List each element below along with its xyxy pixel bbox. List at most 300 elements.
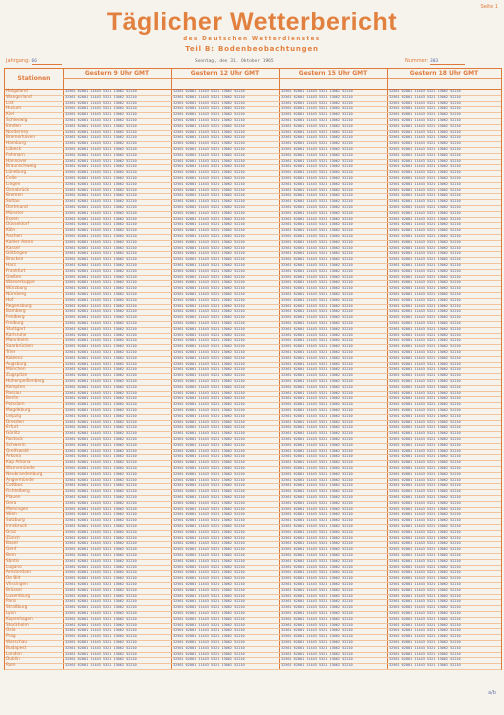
observation-code: 32561 62801 11443 5321 13062 52210 [65,326,137,331]
observation-code: 32561 62801 11443 5321 13062 52210 [281,303,353,308]
observation-code: 32561 62801 11443 5321 13062 52210 [173,570,245,575]
observation-code: 32561 62801 11443 5321 13062 52210 [65,251,137,256]
observation-code: 32561 62801 11443 5321 13062 52210 [389,332,461,337]
observation-code: 32561 62801 11443 5321 13062 52210 [389,640,461,644]
observation-code: 32561 62801 11443 5321 13062 52210 [281,280,353,285]
observation-code: 32561 62801 11443 5321 13062 52210 [389,628,461,633]
observation-code: 32561 62801 11443 5321 13062 52210 [65,634,137,639]
observation-code: 32561 62801 11443 5321 13062 52210 [65,448,137,453]
station-name: Vlissingen [6,582,28,587]
station-name: Innsbruck [6,524,28,529]
station-name: Koblenz [6,355,23,361]
observation-code: 32561 62801 11443 5321 13062 52210 [173,158,245,163]
observation-code: 32561 62801 11443 5321 13062 52210 [65,437,137,441]
station-name: Regensburg [6,303,32,309]
station-name: Essen [6,216,19,222]
observation-code: 32561 62801 11443 5321 13062 52210 [65,564,137,569]
observation-code: 32561 62801 11443 5321 13062 52210 [173,425,245,430]
observation-code: 32561 62801 11443 5321 13062 52210 [65,268,137,273]
observation-code: 32561 62801 11443 5321 13062 52210 [389,390,461,395]
observation-code: 32561 62801 11443 5321 13062 52210 [173,135,245,140]
observation-code: 32561 62801 11443 5321 13062 52210 [65,315,137,320]
observation-code: 32561 62801 11443 5321 13062 52210 [173,524,245,528]
observation-code: 32561 62801 11443 5321 13062 52210 [173,263,245,267]
observation-code: 32561 62801 11443 5321 13062 52210 [281,512,353,517]
observation-code: 32561 62801 11443 5321 13062 52210 [389,535,461,540]
observation-code: 32561 62801 11443 5321 13062 52210 [65,106,137,111]
observation-code: 32561 62801 11443 5321 13062 52210 [65,181,137,186]
observation-code: 32561 62801 11443 5321 13062 52210 [389,263,461,267]
observation-code: 32561 62801 11443 5321 13062 52210 [65,199,137,204]
station-name: London [6,651,22,657]
observation-code: 32561 62801 11443 5321 13062 52210 [281,558,353,563]
observation-code: 32561 62801 11443 5321 13062 52210 [389,187,461,192]
observation-code: 32561 62801 11443 5321 13062 52210 [65,112,137,117]
observation-code: 32561 62801 11443 5321 13062 52210 [173,280,245,285]
observation-code: 32561 62801 11443 5321 13062 52210 [173,123,245,128]
observation-code: 32561 62801 11443 5321 13062 52210 [173,332,245,337]
observation-code: 32561 62801 11443 5321 13062 52210 [281,350,353,354]
observation-code: 32561 62801 11443 5321 13062 52210 [65,193,137,198]
observation-code: 32561 62801 11443 5321 13062 52210 [65,396,137,401]
observation-code: 32561 62801 11443 5321 13062 52210 [65,216,137,221]
station-name: Zürich [6,535,20,541]
observation-code: 32561 62801 11443 5321 13062 52210 [173,506,245,511]
station-name: Greifswald [6,448,29,454]
observation-code: 32561 62801 11443 5321 13062 52210 [389,553,461,557]
observation-code: 32561 62801 11443 5321 13062 52210 [281,413,353,418]
observation-code: 32561 62801 11443 5321 13062 52210 [173,390,245,395]
observation-code: 32561 62801 11443 5321 13062 52210 [389,582,461,586]
observation-code: 32561 62801 11443 5321 13062 52210 [281,228,353,233]
observation-code: 32561 62801 11443 5321 13062 52210 [389,402,461,407]
station-name: Meiningen [6,506,29,512]
observation-code: 32561 62801 11443 5321 13062 52210 [281,118,353,122]
station-name: Gießen [6,274,22,280]
observation-code: 32561 62801 11443 5321 13062 52210 [281,628,353,633]
observation-code: 32561 62801 11443 5321 13062 52210 [65,129,137,134]
observation-code: 32561 62801 11443 5321 13062 52210 [65,529,137,534]
observation-code: 32561 62801 11443 5321 13062 52210 [65,593,137,598]
observation-code: 32561 62801 11443 5321 13062 52210 [281,315,353,320]
observation-code: 32561 62801 11443 5321 13062 52210 [173,437,245,441]
observation-code: 32561 62801 11443 5321 13062 52210 [173,616,245,621]
observation-code: 32561 62801 11443 5321 13062 52210 [173,651,245,656]
observation-code: 32561 62801 11443 5321 13062 52210 [173,547,245,552]
observation-code: 32561 62801 11443 5321 13062 52210 [281,489,353,494]
observation-code: 32561 62801 11443 5321 13062 52210 [65,657,137,662]
observation-code: 32561 62801 11443 5321 13062 52210 [65,483,137,488]
observation-code: 32561 62801 11443 5321 13062 52210 [65,524,137,528]
station-name: Genf [6,547,17,553]
observation-code: 32561 62801 11443 5321 13062 52210 [389,599,461,604]
observation-code: 32561 62801 11443 5321 13062 52210 [281,582,353,586]
observation-code: 32561 62801 11443 5321 13062 52210 [389,193,461,198]
observation-code: 32561 62801 11443 5321 13062 52210 [173,576,245,581]
observation-code: 32561 62801 11443 5321 13062 52210 [173,611,245,615]
observation-code: 32561 62801 11443 5321 13062 52210 [173,170,245,175]
observation-code: 32561 62801 11443 5321 13062 52210 [173,657,245,662]
observation-code: 32561 62801 11443 5321 13062 52210 [173,338,245,343]
observation-code: 32561 62801 11443 5321 13062 52210 [389,408,461,412]
observation-code: 32561 62801 11443 5321 13062 52210 [65,535,137,540]
observation-code: 32561 62801 11443 5321 13062 52210 [173,193,245,198]
observation-code: 32561 62801 11443 5321 13062 52210 [281,605,353,610]
page-number: Seite 1 [480,4,498,10]
observation-code: 32561 62801 11443 5321 13062 52210 [389,466,461,470]
observation-code: 32561 62801 11443 5321 13062 52210 [173,89,245,93]
observation-code: 32561 62801 11443 5321 13062 52210 [281,477,353,482]
observation-code: 32561 62801 11443 5321 13062 52210 [173,419,245,424]
observation-code: 32561 62801 11443 5321 13062 52210 [281,245,353,250]
observation-code: 32561 62801 11443 5321 13062 52210 [281,390,353,395]
observation-code: 32561 62801 11443 5321 13062 52210 [281,326,353,331]
observation-code: 32561 62801 11443 5321 13062 52210 [65,611,137,615]
observation-code: 32561 62801 11443 5321 13062 52210 [173,587,245,592]
observation-code: 32561 62801 11443 5321 13062 52210 [65,263,137,267]
observation-code: 32561 62801 11443 5321 13062 52210 [173,268,245,273]
observation-code: 32561 62801 11443 5321 13062 52210 [389,483,461,488]
report-subtitle: des Deutschen Wetterdienstes [183,36,321,42]
station-name: Kassel [6,245,20,251]
observation-code: 32561 62801 11443 5321 13062 52210 [173,408,245,412]
station-name: Kap Arkona [6,460,31,466]
observation-code: 32561 62801 11443 5321 13062 52210 [389,152,461,157]
observation-code: 32561 62801 11443 5321 13062 52210 [65,245,137,250]
station-name: Saarbrücken [6,344,34,350]
station-name: Erfurt [6,425,19,431]
date-field [195,58,274,64]
observation-code: 32561 62801 11443 5321 13062 52210 [65,553,137,557]
observation-code: 32561 62801 11443 5321 13062 52210 [65,489,137,494]
observation-code: 32561 62801 11443 5321 13062 52210 [281,535,353,540]
observation-code: 32561 62801 11443 5321 13062 52210 [65,518,137,523]
observation-code: 32561 62801 11443 5321 13062 52210 [65,286,137,291]
observation-code: 32561 62801 11443 5321 13062 52210 [389,663,461,668]
station-name: Salzburg [6,518,25,524]
observation-code: 32561 62801 11443 5321 13062 52210 [389,396,461,401]
observation-code: 32561 62801 11443 5321 13062 52210 [281,587,353,592]
station-name: Arkona [6,454,22,460]
observation-code: 32561 62801 11443 5321 13062 52210 [281,396,353,401]
observation-code: 32561 62801 11443 5321 13062 52210 [281,379,353,383]
observation-code: 32561 62801 11443 5321 13062 52210 [389,106,461,111]
observation-code: 32561 62801 11443 5321 13062 52210 [65,141,137,146]
station-name: Lüneburg [6,170,27,176]
observation-code: 32561 62801 11443 5321 13062 52210 [65,338,137,343]
observation-code: 32561 62801 11443 5321 13062 52210 [389,297,461,302]
observation-code: 32561 62801 11443 5321 13062 52210 [281,564,353,569]
station-name: Düsseldorf [6,222,29,228]
station-name: Fichtelberg [6,489,30,495]
observation-code: 32561 62801 11443 5321 13062 52210 [65,651,137,656]
station-name: Feldberg [6,315,25,321]
observation-code: 32561 62801 11443 5321 13062 52210 [65,332,137,337]
station-name: Warschau [6,640,28,645]
observation-code: 32561 62801 11443 5321 13062 52210 [281,645,353,650]
station-name: Zugspitze [6,373,28,379]
observation-code: 32561 62801 11443 5321 13062 52210 [173,593,245,598]
station-name: Warnemünde [6,466,35,471]
observation-code: 32561 62801 11443 5321 13062 52210 [389,100,461,105]
observation-code: 32561 62801 11443 5321 13062 52210 [65,512,137,517]
observation-code: 32561 62801 11443 5321 13062 52210 [173,460,245,465]
observation-code: 32561 62801 11443 5321 13062 52210 [389,350,461,354]
observation-code: 32561 62801 11443 5321 13062 52210 [389,164,461,169]
observation-code: 32561 62801 11443 5321 13062 52210 [389,210,461,215]
station-name: Angermünde [6,477,34,483]
observation-code: 32561 62801 11443 5321 13062 52210 [173,628,245,633]
observation-code: 32561 62801 11443 5321 13062 52210 [389,564,461,569]
observation-code: 32561 62801 11443 5321 13062 52210 [389,135,461,140]
observation-code: 32561 62801 11443 5321 13062 52210 [173,176,245,180]
station-name: Göttingen [6,251,28,257]
station-name: Norderney [6,129,29,135]
observation-code: 32561 62801 11443 5321 13062 52210 [389,547,461,552]
station-name: Prag [6,634,16,640]
observation-code: 32561 62801 11443 5321 13062 52210 [281,338,353,343]
observation-code: 32561 62801 11443 5321 13062 52210 [389,442,461,447]
station-name: Lugano [6,564,22,570]
observation-code: 32561 62801 11443 5321 13062 52210 [281,361,353,366]
station-name: Potsdam [6,402,25,408]
observation-code: 32561 62801 11443 5321 13062 52210 [173,228,245,233]
observation-code: 32561 62801 11443 5321 13062 52210 [389,558,461,563]
observation-code: 32561 62801 11443 5321 13062 52210 [281,570,353,575]
observation-code: 32561 62801 11443 5321 13062 52210 [173,442,245,447]
observation-code: 32561 62801 11443 5321 13062 52210 [173,645,245,650]
footer-mark: a/b [488,690,496,696]
observation-code: 32561 62801 11443 5321 13062 52210 [65,176,137,180]
observation-code: 32561 62801 11443 5321 13062 52210 [389,518,461,523]
observation-code: 32561 62801 11443 5321 13062 52210 [173,286,245,291]
observation-code: 32561 62801 11443 5321 13062 52210 [389,471,461,476]
station-name: Nürnberg [6,292,27,297]
observation-code: 32561 62801 11443 5321 13062 52210 [65,187,137,192]
jahrgang-value: 66 [32,59,62,65]
observation-code: 32561 62801 11443 5321 13062 52210 [65,570,137,575]
report-title: Täglicher Wetterbericht [106,8,398,36]
observation-code: 32561 62801 11443 5321 13062 52210 [281,495,353,499]
station-name: Stockholm [6,622,29,628]
station-name: Bern [6,553,17,558]
observation-code: 32561 62801 11443 5321 13062 52210 [389,274,461,279]
observation-code: 32561 62801 11443 5321 13062 52210 [389,123,461,128]
station-name: Hof [6,297,14,303]
observation-code: 32561 62801 11443 5321 13062 52210 [173,309,245,314]
observation-code: 32561 62801 11443 5321 13062 52210 [389,228,461,233]
station-name: Lyon [6,611,16,616]
observation-code: 32561 62801 11443 5321 13062 52210 [65,210,137,215]
station-name: Emden [6,123,21,129]
observation-code: 32561 62801 11443 5321 13062 52210 [65,292,137,296]
observation-code: 32561 62801 11443 5321 13062 52210 [65,547,137,552]
station-name: Wasserkuppe [6,280,35,286]
observation-code: 32561 62801 11443 5321 13062 52210 [281,234,353,238]
observation-code: 32561 62801 11443 5321 13062 52210 [281,437,353,441]
nummer-field [405,58,465,65]
observation-code: 32561 62801 11443 5321 13062 52210 [173,471,245,476]
observation-code: 32561 62801 11443 5321 13062 52210 [281,344,353,349]
station-name: Straßburg [6,605,28,611]
observation-code: 32561 62801 11443 5321 13062 52210 [65,118,137,122]
observation-code: 32561 62801 11443 5321 13062 52210 [281,263,353,267]
observation-code: 32561 62801 11443 5321 13062 52210 [389,94,461,99]
station-name: Harz [6,263,16,268]
report-part: Teil B: Bodenbeobachtungen [185,45,319,53]
observation-code: 32561 62801 11443 5321 13062 52210 [389,355,461,360]
observation-code: 32561 62801 11443 5321 13062 52210 [65,309,137,314]
observation-code: 32561 62801 11443 5321 13062 52210 [281,616,353,621]
station-name: Münster [6,210,24,216]
observation-code: 32561 62801 11443 5321 13062 52210 [173,396,245,401]
observation-code: 32561 62801 11443 5321 13062 52210 [65,442,137,447]
observation-code: 32561 62801 11443 5321 13062 52210 [173,100,245,105]
observation-code: 32561 62801 11443 5321 13062 52210 [389,147,461,151]
observation-code: 32561 62801 11443 5321 13062 52210 [173,239,245,244]
observation-code: 32561 62801 11443 5321 13062 52210 [65,605,137,610]
observation-code: 32561 62801 11443 5321 13062 52210 [173,210,245,215]
observation-code: 32561 62801 11443 5321 13062 52210 [65,350,137,354]
station-name: Schleswig [6,118,28,123]
observation-code: 32561 62801 11443 5321 13062 52210 [173,367,245,372]
observation-code: 32561 62801 11443 5321 13062 52210 [281,141,353,146]
observation-code: 32561 62801 11443 5321 13062 52210 [65,321,137,325]
observation-code: 32561 62801 11443 5321 13062 52210 [389,489,461,494]
observation-code: 32561 62801 11443 5321 13062 52210 [173,303,245,308]
observation-code: 32561 62801 11443 5321 13062 52210 [65,599,137,604]
station-name: Görlitz [6,431,21,437]
station-name: Hamburg [6,141,26,147]
station-name: Husum [6,106,22,112]
observation-code: 32561 62801 11443 5321 13062 52210 [281,123,353,128]
observation-code: 32561 62801 11443 5321 13062 52210 [173,564,245,569]
observation-code: 32561 62801 11443 5321 13062 52210 [173,529,245,534]
observation-code: 32561 62801 11443 5321 13062 52210 [173,663,245,668]
observation-code: 32561 62801 11443 5321 13062 52210 [173,152,245,157]
observation-code: 32561 62801 11443 5321 13062 52210 [65,94,137,99]
observation-code: 32561 62801 11443 5321 13062 52210 [173,495,245,499]
station-name: Dublin [6,657,20,663]
observation-code: 32561 62801 11443 5321 13062 52210 [389,512,461,517]
observation-code: 32561 62801 11443 5321 13062 52210 [389,541,461,546]
nummer-value: 303 [430,59,465,65]
observation-code: 32561 62801 11443 5321 13062 52210 [173,292,245,296]
observation-code: 32561 62801 11443 5321 13062 52210 [173,106,245,111]
station-name: Amsterdam [6,570,31,576]
observation-code: 32561 62801 11443 5321 13062 52210 [65,582,137,586]
station-name: Berlin [6,396,19,402]
observation-code: 32561 62801 11443 5321 13062 52210 [65,355,137,360]
observation-code: 32561 62801 11443 5321 13062 52210 [65,152,137,157]
observation-code: 32561 62801 11443 5321 13062 52210 [281,506,353,511]
observation-code: 32561 62801 11443 5321 13062 52210 [281,321,353,325]
observation-code: 32561 62801 11443 5321 13062 52210 [389,205,461,209]
jahrgang-field [6,58,62,65]
station-name: Augsburg [6,361,27,367]
observation-code: 32561 62801 11443 5321 13062 52210 [281,524,353,528]
observation-code: 32561 62801 11443 5321 13062 52210 [173,129,245,134]
observation-code: 32561 62801 11443 5321 13062 52210 [173,448,245,453]
observation-code: 32561 62801 11443 5321 13062 52210 [281,193,353,198]
station-name: Säntis [6,558,20,564]
station-name: Trier [6,350,16,355]
observation-code: 32561 62801 11443 5321 13062 52210 [281,611,353,615]
observation-code: 32561 62801 11443 5321 13062 52210 [173,518,245,523]
station-name: Magdeburg [6,408,31,413]
observation-code: 32561 62801 11443 5321 13062 52210 [281,355,353,360]
observation-code: 32561 62801 11443 5321 13062 52210 [65,402,137,407]
station-name: Bamberg [6,309,26,315]
observation-code: 32561 62801 11443 5321 13062 52210 [281,634,353,639]
observation-code: 32561 62801 11443 5321 13062 52210 [389,245,461,250]
observation-code: 32561 62801 11443 5321 13062 52210 [389,605,461,610]
observation-code: 32561 62801 11443 5321 13062 52210 [65,205,137,209]
station-name: Wien [6,512,17,518]
station-name: Leipzig [6,413,22,419]
observation-code: 32561 62801 11443 5321 13062 52210 [389,425,461,430]
station-name: München [6,367,26,373]
observation-code: 32561 62801 11443 5321 13062 52210 [65,228,137,233]
observation-code: 32561 62801 11443 5321 13062 52210 [173,553,245,557]
observation-code: 32561 62801 11443 5321 13062 52210 [281,158,353,163]
observation-code: 32561 62801 11443 5321 13062 52210 [65,373,137,378]
observation-code: 32561 62801 11443 5321 13062 52210 [281,425,353,430]
observation-code: 32561 62801 11443 5321 13062 52210 [173,199,245,204]
observation-code: 32561 62801 11443 5321 13062 52210 [173,234,245,238]
observation-code: 32561 62801 11443 5321 13062 52210 [389,495,461,499]
observation-code: 32561 62801 11443 5321 13062 52210 [173,350,245,354]
observation-code: 32561 62801 11443 5321 13062 52210 [389,286,461,291]
station-name: Kopenhagen [6,616,33,622]
observation-code: 32561 62801 11443 5321 13062 52210 [173,541,245,546]
observation-code: 32561 62801 11443 5321 13062 52210 [281,402,353,407]
observation-code: 32561 62801 11443 5321 13062 52210 [281,431,353,436]
observation-code: 32561 62801 11443 5321 13062 52210 [389,176,461,180]
observation-code: 32561 62801 11443 5321 13062 52210 [281,553,353,557]
station-name: List [6,100,14,106]
observation-code: 32561 62801 11443 5321 13062 52210 [389,437,461,441]
observation-code: 32561 62801 11443 5321 13062 52210 [173,326,245,331]
observation-code: 32561 62801 11443 5321 13062 52210 [65,222,137,227]
observation-code: 32561 62801 11443 5321 13062 52210 [389,529,461,534]
observation-code: 32561 62801 11443 5321 13062 52210 [389,118,461,122]
observation-code: 32561 62801 11443 5321 13062 52210 [65,425,137,430]
observation-code: 32561 62801 11443 5321 13062 52210 [281,384,353,389]
observation-code: 32561 62801 11443 5321 13062 52210 [281,373,353,378]
observation-code: 32561 62801 11443 5321 13062 52210 [281,309,353,314]
station-name: Rostock [6,437,23,442]
station-name: Fehmarn [6,152,25,158]
observation-code: 32561 62801 11443 5321 13062 52210 [65,558,137,563]
observation-code: 32561 62801 11443 5321 13062 52210 [65,466,137,470]
observation-code: 32561 62801 11443 5321 13062 52210 [65,158,137,163]
observation-code: 32561 62801 11443 5321 13062 52210 [65,413,137,418]
observation-code: 32561 62801 11443 5321 13062 52210 [281,257,353,262]
observation-table [4,68,502,670]
observation-code: 32561 62801 11443 5321 13062 52210 [281,454,353,459]
station-name: Kiel [6,112,14,118]
station-name: Soltau [6,199,20,205]
observation-code: 32561 62801 11443 5321 13062 52210 [173,361,245,366]
observation-code: 32561 62801 11443 5321 13062 52210 [173,500,245,505]
observation-code: 32561 62801 11443 5321 13062 52210 [65,257,137,262]
observation-code: 32561 62801 11443 5321 13062 52210 [65,471,137,476]
observation-code: 32561 62801 11443 5321 13062 52210 [173,274,245,279]
observation-code: 32561 62801 11443 5321 13062 52210 [389,268,461,273]
observation-code: 32561 62801 11443 5321 13062 52210 [389,326,461,331]
observation-code: 32561 62801 11443 5321 13062 52210 [281,164,353,169]
